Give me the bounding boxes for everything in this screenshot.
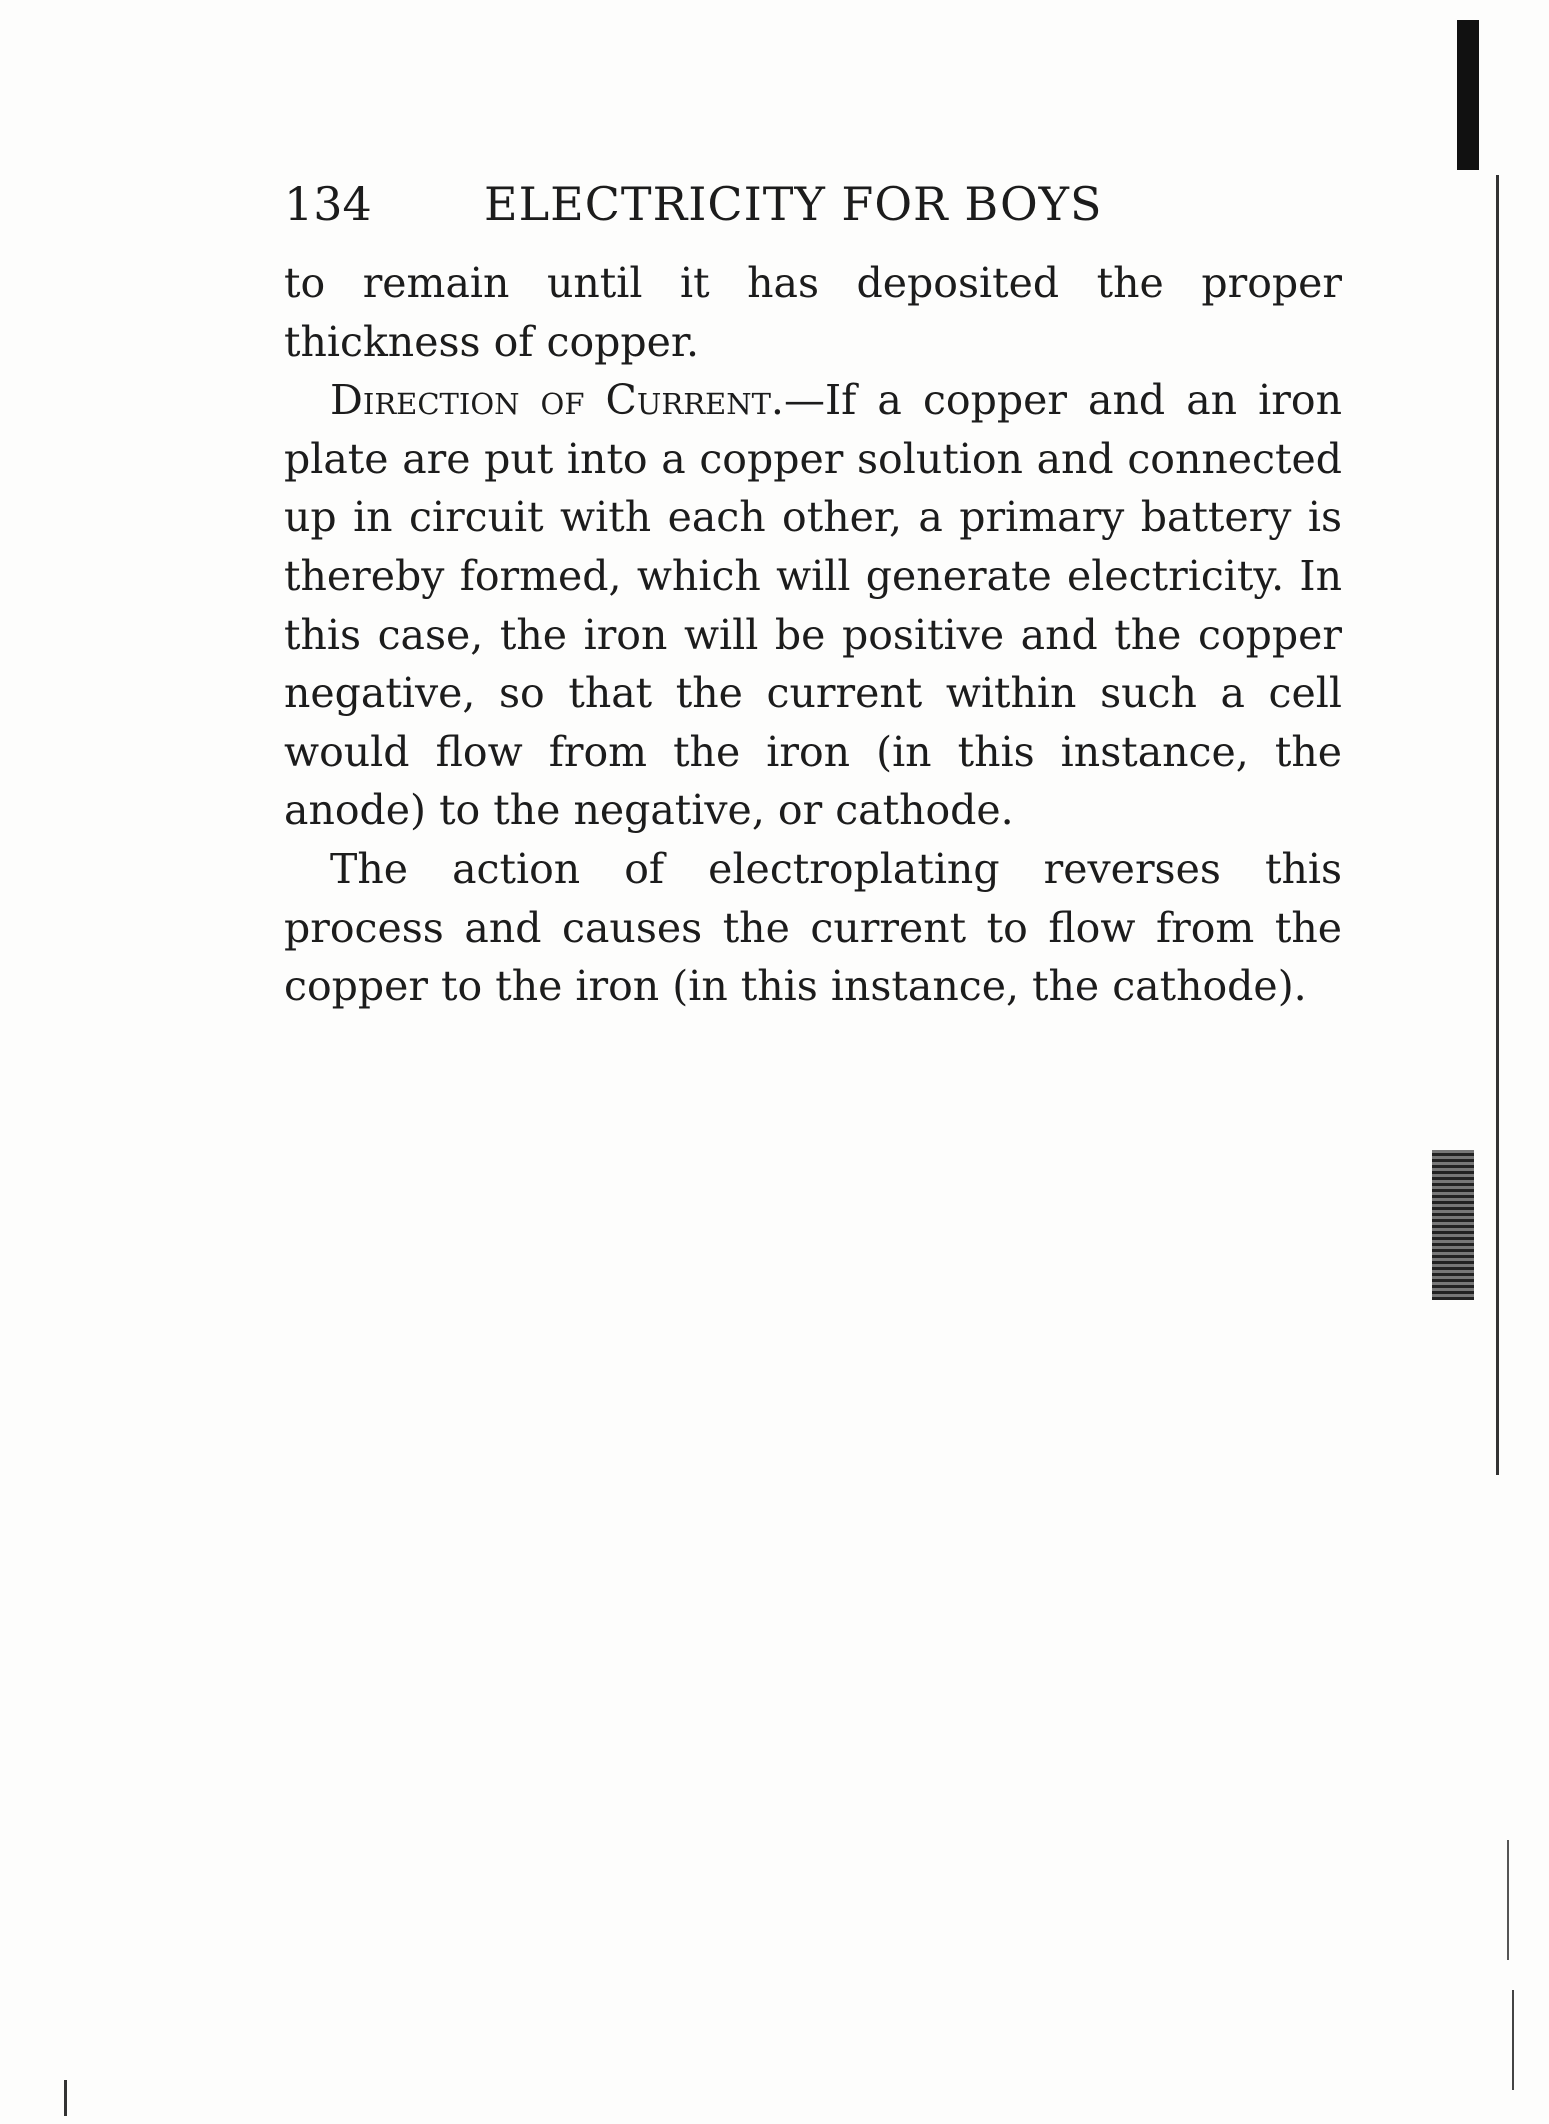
paragraph-body: —If a copper and an iron plate are put into a copper solution and connected up in circuit with each other, a primary battery is thereby formed, which will generate electricity. In this case, the iron will be positive and the copper negative, so that the current within such a cell would flow from the iron (in this instance, the anode) to the negative, or cathode. — [284, 376, 1342, 835]
scan-left-mark — [64, 2080, 67, 2116]
paragraph-direction-of-current — [284, 371, 1342, 840]
scan-edge-shadow — [1457, 20, 1479, 170]
scan-edge-line — [1496, 175, 1499, 1475]
page-header — [284, 174, 1342, 234]
scan-edge-smudge — [1432, 1150, 1474, 1300]
page-number: 134 — [284, 177, 372, 231]
section-heading: Direction of Current. — [330, 376, 784, 425]
running-title: ELECTRICITY FOR BOYS — [484, 177, 1103, 231]
paragraph-electroplating: The action of electroplating reverses this process and causes the current to flow from the copper to the iron (in this instance, the cathode). — [284, 844, 1342, 1011]
scan-edge-line-lower — [1507, 1840, 1509, 1960]
paragraph-continuation: to remain until it has deposited the proper thickness of copper. — [284, 259, 1342, 366]
body-text — [284, 254, 1342, 1016]
scan-edge-line-bottom — [1512, 1990, 1514, 2090]
